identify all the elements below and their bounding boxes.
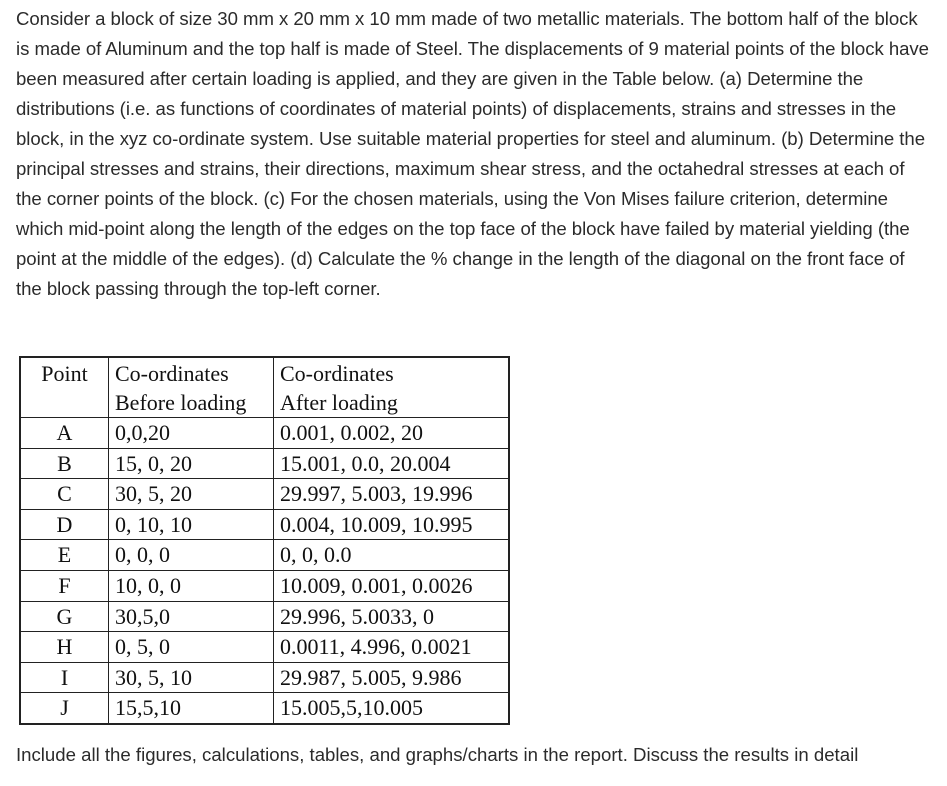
before-cell: 10, 0, 0 bbox=[109, 570, 274, 601]
point-cell: C bbox=[20, 479, 109, 510]
header-before-line1: Co-ordinates bbox=[115, 361, 229, 386]
after-cell: 29.996, 5.0033, 0 bbox=[274, 601, 510, 632]
before-cell: 0, 10, 10 bbox=[109, 509, 274, 540]
after-cell: 0.004, 10.009, 10.995 bbox=[274, 509, 510, 540]
header-after-line1: Co-ordinates bbox=[280, 361, 394, 386]
header-after-line2: After loading bbox=[280, 390, 398, 415]
table-header bbox=[20, 357, 509, 418]
report-instructions: Include all the figures, calculations, tables, and graphs/charts in the report. Discuss the results in detail bbox=[16, 744, 859, 765]
header-point bbox=[20, 357, 109, 418]
table-body bbox=[20, 418, 509, 724]
table-row bbox=[20, 509, 509, 540]
point-cell: D bbox=[20, 509, 109, 540]
header-before-line2: Before loading bbox=[115, 390, 247, 415]
point-cell: I bbox=[20, 662, 109, 693]
after-cell: 29.997, 5.003, 19.996 bbox=[274, 479, 510, 510]
after-cell: 29.987, 5.005, 9.986 bbox=[274, 662, 510, 693]
displacement-table bbox=[19, 356, 510, 725]
table-row bbox=[20, 418, 509, 449]
table-row bbox=[20, 448, 509, 479]
after-cell: 10.009, 0.001, 0.0026 bbox=[274, 570, 510, 601]
problem-statement: Consider a block of size 30 mm x 20 mm x 10 mm made of two metallic materials. The bottom half of the block is made of Aluminum and the top half is made of Steel. The displacements of 9 material points of the block have been measured after certain loading is applied, and they are given in the Table below. (a) Determine the distributions (i.e. as functions of coordinates of material points) of displacements, strains and stresses in the block, in the xyz co-ordinate system. Use suitable material properties for steel and aluminum. (b) Determine the principal stresses and strains, their directions, maximum shear stress, and the octahedral stresses at each of the corner points of the block. (c) For the chosen materials, using the Von Mises failure criterion, determine which mid-point along the length of the edges on the top face of the block have failed by material yielding (the point at the middle of the edges). (d) Calculate the % change in the length of the diagonal on the front face of the block passing through the top-left corner. bbox=[16, 8, 929, 299]
after-cell: 15.001, 0.0, 20.004 bbox=[274, 448, 510, 479]
before-cell: 0, 5, 0 bbox=[109, 632, 274, 663]
point-cell: A bbox=[20, 418, 109, 449]
header-after-loading bbox=[274, 357, 510, 418]
table-row bbox=[20, 601, 509, 632]
point-cell: H bbox=[20, 632, 109, 663]
before-cell: 0, 0, 0 bbox=[109, 540, 274, 571]
table-header-row bbox=[20, 357, 509, 418]
before-cell: 15,5,10 bbox=[109, 693, 274, 724]
before-cell: 30, 5, 10 bbox=[109, 662, 274, 693]
point-cell: F bbox=[20, 570, 109, 601]
table-row bbox=[20, 693, 509, 724]
before-cell: 30, 5, 20 bbox=[109, 479, 274, 510]
after-cell: 15.005,5,10.005 bbox=[274, 693, 510, 724]
table-row bbox=[20, 540, 509, 571]
table-row bbox=[20, 570, 509, 601]
point-cell: J bbox=[20, 693, 109, 724]
point-cell: E bbox=[20, 540, 109, 571]
table-row bbox=[20, 479, 509, 510]
after-cell: 0.001, 0.002, 20 bbox=[274, 418, 510, 449]
after-cell: 0.0011, 4.996, 0.0021 bbox=[274, 632, 510, 663]
after-cell: 0, 0, 0.0 bbox=[274, 540, 510, 571]
table-row bbox=[20, 662, 509, 693]
point-cell: G bbox=[20, 601, 109, 632]
before-cell: 15, 0, 20 bbox=[109, 448, 274, 479]
before-cell: 0,0,20 bbox=[109, 418, 274, 449]
table-row bbox=[20, 632, 509, 663]
header-point-label: Point bbox=[41, 361, 88, 386]
header-before-loading bbox=[109, 357, 274, 418]
point-cell: B bbox=[20, 448, 109, 479]
before-cell: 30,5,0 bbox=[109, 601, 274, 632]
